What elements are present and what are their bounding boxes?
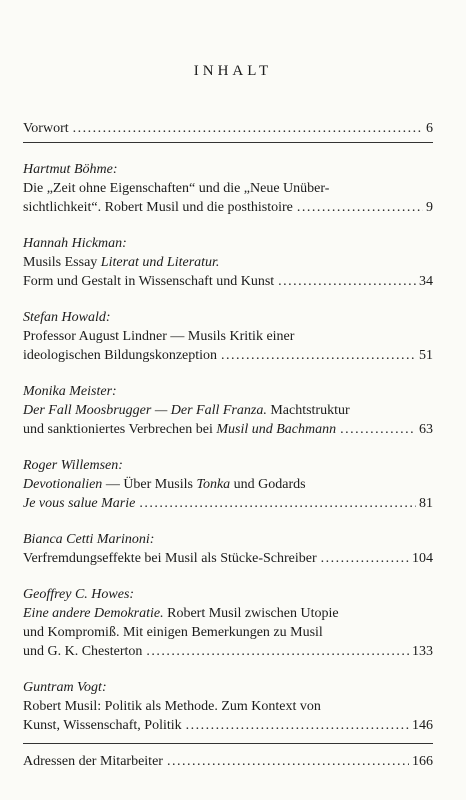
entry-final-line	[23, 198, 433, 217]
toc-entry-adressen	[23, 752, 433, 771]
toc-entry-hickman	[23, 234, 433, 291]
page-number: 146	[412, 718, 433, 733]
table-of-contents	[23, 119, 433, 771]
entry-title: Adressen der Mitarbeiter	[23, 754, 163, 769]
entry-title-line: Die „Zeit ohne Eigenschaften“ und die „Neue Unüber-	[23, 181, 330, 196]
entry-title-line	[23, 253, 433, 272]
entry-final-line	[23, 549, 433, 568]
entry-final-line	[23, 272, 433, 291]
entry-title-line	[23, 604, 433, 623]
page-number: 133	[412, 644, 433, 659]
toc-entry-willemsen	[23, 456, 433, 513]
page-number: 51	[419, 348, 433, 363]
page-heading: INHALT	[193, 63, 273, 79]
title-part: — Über Musils	[102, 477, 197, 492]
page-number: 166	[412, 754, 433, 769]
entry-title-line	[23, 475, 433, 494]
entry-final-line	[23, 494, 433, 513]
entry-author: Guntram Vogt:	[23, 680, 107, 695]
entry-title-line	[23, 401, 433, 420]
title-part-italic: Musil und Bachmann	[216, 422, 337, 437]
entry-final-line	[23, 642, 433, 661]
entry-title-line: und G. K. Chesterton	[23, 644, 143, 659]
entry-title-line: Verfremdungseffekte bei Musil als Stücke-Schreiber	[23, 551, 317, 566]
entry-author: Roger Willemsen:	[23, 458, 123, 473]
toc-entry-meister	[23, 382, 433, 439]
dot-leader	[139, 494, 416, 513]
dot-leader	[321, 549, 409, 568]
dot-leader	[167, 752, 409, 771]
page-number: 34	[419, 274, 433, 289]
entry-title-line: Je vous salue Marie	[23, 496, 136, 511]
entry-final-line	[23, 346, 433, 365]
entry-author: Hartmut Böhme:	[23, 162, 118, 177]
dot-leader	[186, 716, 409, 735]
entry-title-line: Professor August Lindner — Musils Kritik einer	[23, 329, 295, 344]
toc-entry-boehme	[23, 160, 433, 217]
entry-final-line	[23, 716, 433, 735]
dot-leader	[340, 420, 416, 439]
dot-leader	[278, 272, 416, 291]
page-number: 9	[426, 200, 433, 215]
entry-author: Stefan Howald:	[23, 310, 111, 325]
entry-title: Vorwort	[23, 121, 69, 136]
page-number: 6	[426, 121, 433, 136]
entry-title-line: Kunst, Wissenschaft, Politik	[23, 718, 182, 733]
entry-author: Monika Meister:	[23, 384, 117, 399]
entry-title-line: Robert Musil: Politik als Methode. Zum Kontext von	[23, 699, 321, 714]
title-part-italic: Tonka	[196, 477, 231, 492]
dot-leader	[73, 119, 423, 138]
entry-title-line: ideologischen Bildungskonzeption	[23, 348, 218, 363]
toc-entry-howes	[23, 585, 433, 661]
entry-title-line: und Kompromiß. Mit einigen Bemerkungen zu Musil	[23, 625, 323, 640]
title-part: Musils Essay	[23, 255, 101, 270]
entry-author: Geoffrey C. Howes:	[23, 587, 135, 602]
page-number: 81	[419, 496, 433, 511]
entry-title-line: sichtlichkeit“. Robert Musil und die posthistoire	[23, 200, 293, 215]
dot-leader	[221, 346, 416, 365]
page-number: 63	[419, 422, 433, 437]
title-part-italic: Der Fall Moosbrugger — Der Fall Franza.	[23, 403, 267, 418]
toc-entry-cetti-marinoni	[23, 530, 433, 568]
toc-entry-vorwort	[23, 119, 433, 138]
page-number: 104	[412, 551, 433, 566]
dot-leader	[297, 198, 423, 217]
title-part: und Godards	[230, 477, 306, 492]
title-part: Machtstruktur	[266, 403, 350, 418]
toc-entry-howald	[23, 308, 433, 365]
entry-author: Bianca Cetti Marinoni:	[23, 532, 155, 547]
dot-leader	[146, 642, 409, 661]
title-part: Robert Musil zwischen Utopie	[163, 606, 339, 621]
title-part: und sanktioniertes Verbrechen bei	[23, 422, 217, 437]
title-part-italic: Eine andere Demokratie.	[23, 606, 164, 621]
entry-title-line: Form und Gestalt in Wissenschaft und Kunst	[23, 274, 275, 289]
entry-final-line	[23, 420, 433, 439]
entry-author: Hannah Hickman:	[23, 236, 127, 251]
toc-entry-vogt	[23, 678, 433, 735]
title-part-italic: Literat und Literatur.	[100, 255, 220, 270]
entry-title-line	[23, 420, 336, 439]
title-part-italic: Devotionalien	[23, 477, 103, 492]
